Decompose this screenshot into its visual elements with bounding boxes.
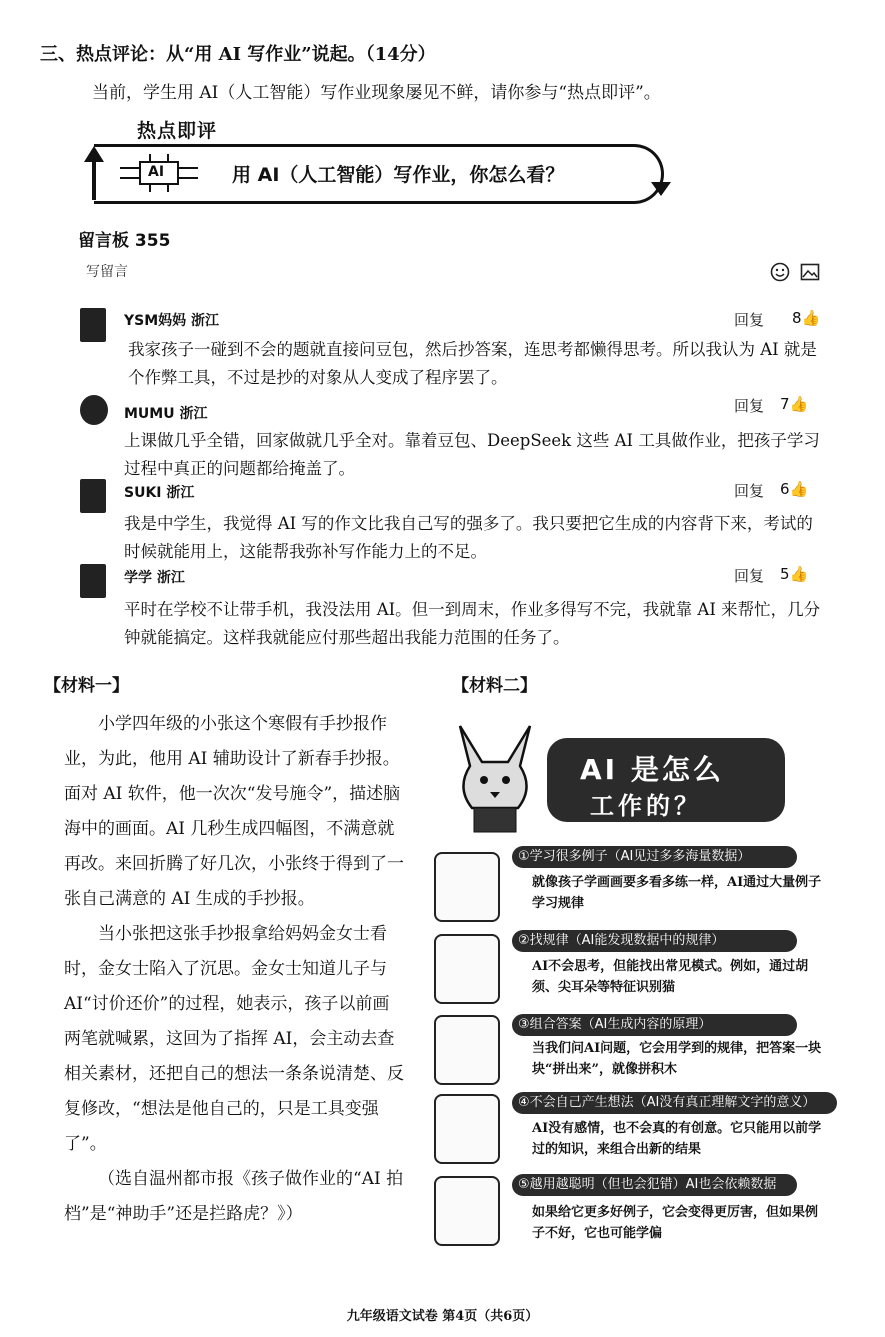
step-description: AI没有感情，也不会真的有创意。它只能用以前学过的知识，来组合出新的结果 [532,1121,822,1157]
like-count: 8 [792,309,802,327]
ai-chip-icon [116,154,202,192]
like-count: 7 [780,395,790,413]
question-title: 三、热点评论：从“用 AI 写作业”说起。（14分） [40,44,436,65]
step-illustration [434,1176,500,1246]
material-one-heading: 【材料一】 [44,676,129,696]
step-description: 当我们问AI问题，它会用学到的规律，把答案一块块“拼出来”，就像拼积木 [532,1041,822,1077]
step-illustration [434,1015,500,1085]
bubble-title-line2: 工作的？ [590,791,702,820]
bubble-title-line1: AI 是怎么 [580,753,724,786]
material-one-para: 当小张把这张手抄报拿给妈妈金女士看时，金女士陷入了沉思。金女士知道儿子与 AI“讨价还价”的过程，她表示，孩子以前画两笔就喊累，这回为了指挥 AI，会主动去查相关素材，还把自己的想法一条条说清楚、反复修改，“想法是他自己的，只是工具变强了”。 [64,924,404,1154]
avatar [80,308,106,342]
image-icon[interactable] [800,262,820,282]
up-arrow-icon [78,140,118,204]
like-button[interactable] [792,309,820,327]
comment-text: 我是中学生，我觉得 AI 写的作文比我自己写的强多了。我只要把它生成的内容背下来，考试的时候就能用上，这能帮我弥补写作能力上的不足。 [124,514,813,561]
page-footer: 九年级语文试卷 第4页（共6页） [346,1309,539,1324]
avatar [80,395,108,425]
thumbs-up-icon: 👍 [789,480,809,498]
step-title: ③组合答案（AI生成内容的原理） [512,1014,797,1036]
board-title: 留言板 355 [78,231,171,251]
hot-topic-label: 热点即评 [137,120,218,142]
reply-button[interactable]: 回复 [734,482,765,500]
like-count: 6 [780,480,790,498]
comment-user: MUMU 浙江 [124,406,208,422]
step-title: ②找规律（AI能发现数据中的规律） [512,930,797,952]
like-button[interactable] [780,565,808,583]
reply-button[interactable]: 回复 [734,397,765,415]
step-title: ④不会自己产生想法（AI没有真正理解文字的意义） [512,1092,837,1114]
step-title: ①学习很多例子（AI见过多多海量数据） [512,846,797,868]
material-two-heading: 【材料二】 [452,676,537,696]
step-description: 就像孩子学画画要多看多练一样，AI通过大量例子学习规律 [532,875,822,911]
material-one-source: （选自温州都市报《孩子做作业的“AI 拍档”是“神助手”还是拦路虎？》） [64,1169,404,1224]
comment-text: 上课做几乎全错，回家做就几乎全对。靠着豆包、DeepSeek 这些 AI 工具做作业，把孩子学习过程中真正的问题都给掩盖了。 [124,431,820,478]
like-button[interactable] [780,480,808,498]
like-button[interactable] [780,395,808,413]
question-intro: 当前，学生用 AI（人工智能）写作业现象屡见不鲜，请你参与“热点即评”。 [92,83,661,103]
banner-question: 用 AI（人工智能）写作业，你怎么看？ [232,164,565,186]
reply-button[interactable]: 回复 [734,567,765,585]
step-illustration [434,852,500,922]
thumbs-up-icon: 👍 [789,565,809,583]
step-illustration [434,1094,500,1164]
reply-button[interactable]: 回复 [734,311,765,329]
chip-text: AI [148,164,165,180]
fox-mascot-icon [448,722,542,838]
down-arrow-icon [645,160,677,200]
comment-user: YSM妈妈 浙江 [124,313,220,329]
step-title: ⑤越用越聪明（但也会犯错）AI也会依赖数据 [512,1174,797,1196]
emoji-icon[interactable] [770,262,790,282]
thumbs-up-icon: 👍 [789,395,809,413]
avatar [80,479,106,513]
material-one-para: 小学四年级的小张这个寒假有手抄报作业，为此，他用 AI 辅助设计了新春手抄报。面对 AI 软件，他一次次“发号施令”，描述脑海中的画面。AI 几秒生成四幅图，不满意就再改。来回折腾了好几次，小张终于得到了一张自己满意的 AI 生成的手抄报。 [64,714,404,909]
step-description: AI不会思考，但能找出常见模式。例如，通过胡须、尖耳朵等特征识别猫 [532,959,809,995]
avatar [80,564,106,598]
write-comment-link[interactable]: 写留言 [86,264,128,280]
comment-user: 学学 浙江 [124,570,185,586]
like-count: 5 [780,565,790,583]
material-one-body [64,707,404,1232]
comment-user: SUKI 浙江 [124,485,195,501]
comment-text: 我家孩子一碰到不会的题就直接问豆包，然后抄答案，连思考都懒得思考。所以我认为 AI 就是个作弊工具，不过是抄的对象从人变成了程序罢了。 [128,340,817,387]
step-description: 如果给它更多好例子，它会变得更厉害，但如果例子不好，它也可能学偏 [532,1205,819,1241]
comment-text: 平时在学校不让带手机，我没法用 AI。但一到周末，作业多得写不完，我就靠 AI 来帮忙，几分钟就能搞定。这样我就能应付那些超出我能力范围的任务了。 [124,600,821,647]
step-illustration [434,934,500,1004]
thumbs-up-icon: 👍 [801,309,821,327]
